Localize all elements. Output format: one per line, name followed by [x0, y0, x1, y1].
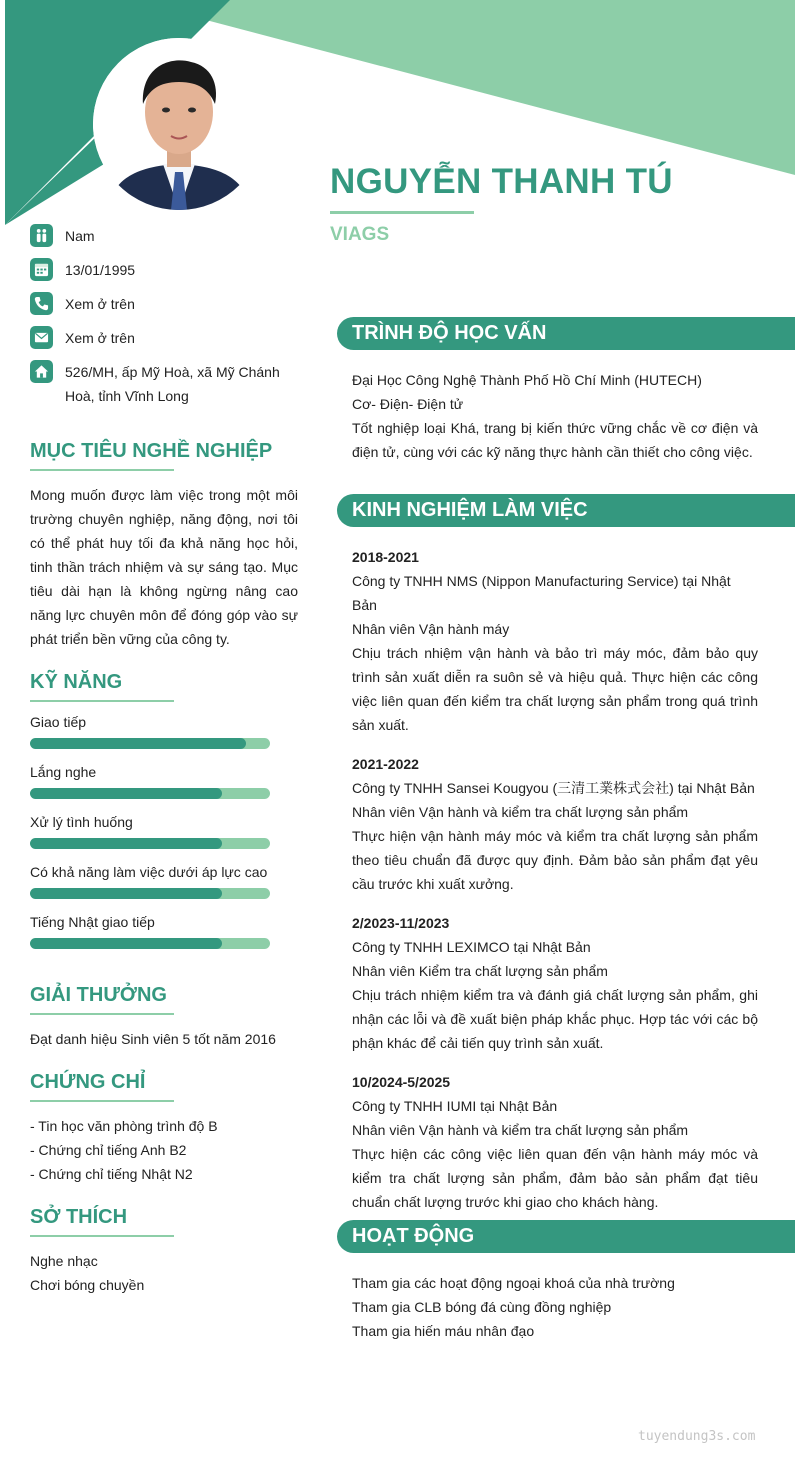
skill-label: Có khả năng làm việc dưới áp lực cao [30, 864, 268, 880]
heading-underline [30, 1100, 174, 1102]
job-item [352, 752, 758, 896]
contact-address [30, 360, 300, 408]
gender-icon [30, 224, 53, 247]
skill-bar-fill [30, 938, 222, 949]
skill-bar-fill [30, 788, 222, 799]
calendar-icon [30, 258, 53, 281]
education-major: Cơ- Điện- Điện tử [352, 396, 464, 412]
skill-label: Xử lý tình huống [30, 814, 133, 830]
activity-item: Tham gia hiến máu nhân đạo [352, 1323, 535, 1339]
skill-bar [30, 888, 270, 899]
skill-bar [30, 738, 270, 749]
skill-item [30, 764, 298, 814]
hobby-item: Nghe nhạc [30, 1253, 98, 1269]
hobbies-heading: SỞ THÍCH [30, 1206, 128, 1228]
job-company: Công ty TNHH IUMI tại Nhật Bản [352, 1098, 558, 1114]
contact-email [30, 326, 300, 350]
skill-item [30, 814, 298, 864]
objective-text: Mong muốn được làm việc trong một môi trường chuyên nghiệp, năng động, nơi tôi có thể phát huy tối đa khả năng học hỏi, tinh thần trách nhiệm và sự sáng tạo. Mục tiêu dài hạn là không ngừng nâng cao năng lực chuyên môn để đóng góp vào sự phát triển bền vững của công ty. [30, 487, 298, 647]
job-position: Nhân viên Vận hành máy [352, 621, 510, 637]
avatar [93, 38, 265, 210]
job-company: Công ty TNHH Sansei Kougyou (三清工業株式会社) tại Nhật Bản [352, 780, 755, 796]
job-description: Chịu trách nhiệm vận hành và bảo trì máy móc, đảm bảo quy trình sản xuất diễn ra suôn sẻ và hiệu quả. Thực hiện các công việc liên quan đến kiểm tra chất lượng sản phẩm trong quá trình sản xuất. [352, 645, 758, 733]
job-period: 2021-2022 [352, 756, 419, 772]
job-position: Nhân viên Kiểm tra chất lượng sản phẩm [352, 963, 608, 979]
candidate-name: NGUYỄN THANH TÚ [330, 162, 673, 201]
skill-item [30, 914, 298, 964]
job-item [352, 911, 758, 1055]
job-company: Công ty TNHH LEXIMCO tại Nhật Bản [352, 939, 591, 955]
experience-section [352, 545, 758, 1229]
skill-bar-fill [30, 838, 222, 849]
job-period: 10/2024-5/2025 [352, 1074, 451, 1090]
education-description: Tốt nghiệp loại Khá, trang bị kiến thức vững chắc về cơ điện và điện tử, cùng với các kỹ năng thực hành cần thiết cho công việc. [352, 420, 758, 460]
award-item: Đạt danh hiệu Sinh viên 5 tốt năm 2016 [30, 1031, 276, 1047]
watermark: tuyendung3s.com [638, 1429, 756, 1444]
heading-underline [30, 1235, 174, 1237]
objective-section [30, 440, 298, 651]
heading-underline [30, 700, 174, 702]
contact-birthday [30, 258, 300, 282]
job-description: Thực hiện vận hành máy móc và kiểm tra chất lượng sản phẩm theo tiêu chuẩn đã được quy định. Đảm bảo sản phẩm đạt yêu cầu trước khi xuất xưởng. [352, 828, 758, 892]
heading-underline [30, 1013, 174, 1015]
skills-list [30, 714, 298, 964]
gender-text: Nam [65, 228, 95, 244]
experience-heading: KINH NGHIỆM LÀM VIỆC [337, 494, 795, 527]
skill-item [30, 714, 298, 764]
email-text: Xem ở trên [65, 330, 135, 346]
phone-icon [30, 292, 53, 315]
contact-list [30, 224, 300, 418]
skill-label: Lắng nghe [30, 764, 97, 780]
address-text: 526/MH, ấp Mỹ Hoà, xã Mỹ Chánh Hoà, tỉnh Vĩnh Long [65, 364, 280, 404]
certificate-item: - Chứng chỉ tiếng Anh B2 [30, 1142, 187, 1158]
awards-heading: GIẢI THƯỞNG [30, 984, 167, 1006]
skill-bar-fill [30, 888, 222, 899]
job-item [352, 545, 758, 737]
job-period: 2/2023-11/2023 [352, 915, 450, 931]
skill-item [30, 864, 298, 914]
contact-phone [30, 292, 300, 316]
job-item [352, 1070, 758, 1214]
job-description: Chịu trách nhiệm kiểm tra và đánh giá chất lượng sản phẩm, ghi nhận các lỗi và đề xuất biện pháp khắc phục. Hợp tác với các bộ phận khác để cải tiến quy trình sản xuất. [352, 987, 758, 1051]
hobby-item: Chơi bóng chuyền [30, 1277, 145, 1293]
skill-label: Giao tiếp [30, 714, 87, 730]
job-position: Nhân viên Vận hành và kiểm tra chất lượng sản phẩm [352, 1122, 689, 1138]
activity-item: Tham gia các hoạt động ngoại khoá của nhà trường [352, 1275, 675, 1291]
activity-item: Tham gia CLB bóng đá cùng đồng nghiệp [352, 1299, 612, 1315]
job-company: Công ty TNHH NMS (Nippon Manufacturing Service) tại Nhật Bản [352, 573, 731, 613]
home-icon [30, 360, 53, 383]
certificates-section [30, 1071, 298, 1186]
certificate-item: - Tin học văn phòng trình độ B [30, 1118, 218, 1134]
awards-section [30, 984, 298, 1051]
skill-bar [30, 938, 270, 949]
certificate-item: - Chứng chỉ tiếng Nhật N2 [30, 1166, 193, 1182]
skill-bar [30, 788, 270, 799]
activities-heading: HOẠT ĐỘNG [337, 1220, 795, 1253]
education-school: Đại Học Công Nghệ Thành Phố Hồ Chí Minh (HUTECH) [352, 372, 702, 388]
contact-gender [30, 224, 300, 248]
skills-section [30, 671, 298, 964]
skills-heading: KỸ NĂNG [30, 671, 123, 693]
certificates-heading: CHỨNG CHỈ [30, 1071, 146, 1093]
job-title: VIAGS [330, 224, 390, 245]
heading-underline [30, 469, 174, 471]
education-section [352, 368, 758, 464]
skill-bar-fill [30, 738, 246, 749]
skill-label: Tiếng Nhật giao tiếp [30, 914, 155, 930]
objective-heading: MỤC TIÊU NGHỀ NGHIỆP [30, 440, 273, 462]
job-position: Nhân viên Vận hành và kiểm tra chất lượng sản phẩm [352, 804, 689, 820]
job-period: 2018-2021 [352, 549, 419, 565]
job-description: Thực hiện các công việc liên quan đến vận hành máy móc và kiểm tra chất lượng sản phẩm, đảm bảo sản phẩm đạt tiêu chuẩn chất lượng trước khi giao cho khách hàng. [352, 1146, 758, 1210]
birthday-text: 13/01/1995 [65, 262, 136, 278]
activities-section [352, 1271, 758, 1343]
phone-text: Xem ở trên [65, 296, 135, 312]
email-icon [30, 326, 53, 349]
name-underline [330, 211, 474, 214]
skill-bar [30, 838, 270, 849]
education-heading: TRÌNH ĐỘ HỌC VẤN [337, 317, 795, 350]
hobbies-section [30, 1206, 298, 1297]
